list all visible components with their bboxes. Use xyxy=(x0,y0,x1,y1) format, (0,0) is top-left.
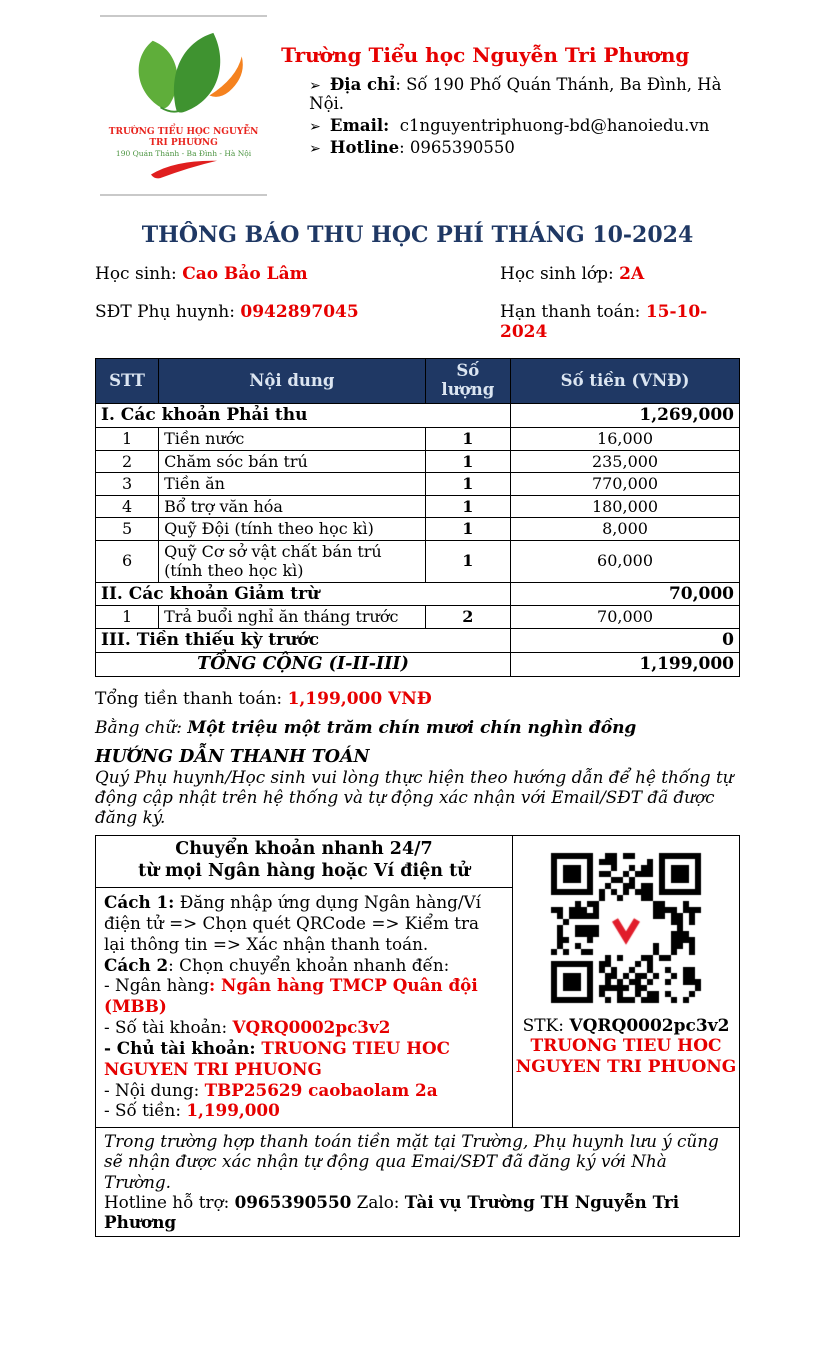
grand-total-value: 1,199,000 xyxy=(511,652,740,676)
cash-note-cell xyxy=(96,1128,740,1237)
qr-cell xyxy=(513,836,740,1128)
row-qty: 1 xyxy=(425,495,510,518)
row-amount: 8,000 xyxy=(511,518,740,541)
content-label: - Nội dung: xyxy=(104,1079,205,1100)
payment-box xyxy=(95,835,740,1237)
email-value: c1nguyentriphuong-bd@hanoiedu.vn xyxy=(389,116,710,135)
table-row xyxy=(96,606,740,629)
row-amount: 16,000 xyxy=(511,428,740,451)
table-row xyxy=(96,450,740,473)
row-qty: 1 xyxy=(425,450,510,473)
address-value: : Số 190 Phố Quán Thánh, Ba Đình, Hà Nội. xyxy=(309,75,722,113)
student-name-line xyxy=(95,264,500,284)
method2-label: Cách 2 xyxy=(104,954,169,975)
email-line xyxy=(309,116,740,135)
grand-total-row xyxy=(96,652,740,676)
address-label: Địa chỉ xyxy=(329,75,396,94)
qr-owner-line2: NGUYEN TRI PHUONG xyxy=(515,1057,737,1078)
header-so-luong: Số lượng xyxy=(425,359,510,404)
content-value: TBP25629 caobaolam 2a xyxy=(204,1079,438,1100)
header-so-tien: Số tiền (VNĐ) xyxy=(511,359,740,404)
student-class-line xyxy=(500,264,740,284)
qr-owner-line1: TRUONG TIEU HOC xyxy=(530,1036,722,1057)
method1-text: Đăng nhập ứng dụng Ngân hàng/Ví điện tử => Chọn quét QRCode => Kiểm tra lại thông tin => Xác nhận thanh toán. xyxy=(104,892,482,954)
method2-text: : Chọn chuyển khoản nhanh đến: xyxy=(168,954,450,975)
document-header xyxy=(100,0,740,196)
section1-total: 1,269,000 xyxy=(511,404,740,428)
student-info xyxy=(95,264,740,342)
row-name: Tiền ăn xyxy=(159,473,426,496)
section-row xyxy=(96,404,740,428)
parent-phone-label: SĐT Phụ huynh: xyxy=(95,302,241,323)
logo-school-name: TRƯỜNG TIỂU HỌC NGUYỄN TRI PHƯƠNG xyxy=(108,127,259,148)
row-amount: 180,000 xyxy=(511,495,740,518)
total-payment-line xyxy=(95,689,740,709)
header-stt: STT xyxy=(96,359,159,404)
support-hotline-value: 0965390550 xyxy=(234,1191,352,1212)
stk-label: STK: xyxy=(522,1016,570,1037)
row-stt: 3 xyxy=(96,473,159,496)
hotline-value: : 0965390550 xyxy=(399,138,515,157)
section1-title: I. Các khoản Phải thu xyxy=(96,404,511,428)
section2-total: 70,000 xyxy=(511,582,740,606)
transfer-title-line1: Chuyển khoản nhanh 24/7 xyxy=(175,839,433,860)
account-value: VQRQ0002pc3v2 xyxy=(232,1017,391,1038)
zalo-label: Zalo: xyxy=(351,1191,405,1212)
logo-address: 190 Quán Thánh - Ba Đình - Hà Nội xyxy=(115,148,252,158)
table-row xyxy=(96,473,740,496)
student-class-value: 2A xyxy=(619,264,645,285)
logo-leaves-icon xyxy=(125,29,243,121)
row-amount: 60,000 xyxy=(511,540,740,582)
row-name: Bổ trợ văn hóa xyxy=(159,495,426,518)
bank-value: : Ngân hàng TMCP Quân đội (MBB) xyxy=(104,975,478,1017)
hotline-line xyxy=(309,138,740,157)
fee-table xyxy=(95,358,740,677)
row-name: Tiền nước xyxy=(159,428,426,451)
row-stt: 4 xyxy=(96,495,159,518)
due-date-value: 15-10-2024 xyxy=(500,302,708,343)
owner-value: TRUONG TIEU HOC NGUYEN TRI PHUONG xyxy=(104,1037,451,1079)
arrow-bullet-icon: ➢ xyxy=(309,119,321,135)
amount-value: 1,199,000 xyxy=(186,1100,280,1121)
stk-line xyxy=(513,1016,739,1036)
in-words-label: Bằng chữ: xyxy=(95,717,188,738)
table-row xyxy=(96,518,740,541)
page-title: THÔNG BÁO THU HỌC PHÍ THÁNG 10-2024 xyxy=(141,222,694,249)
section3-total: 0 xyxy=(511,628,740,652)
student-name-label: Học sinh: xyxy=(95,264,183,285)
table-row xyxy=(96,540,740,582)
email-label: Email: xyxy=(329,116,390,135)
cash-note-text: Trong trường hợp thanh toán tiền mặt tại Trường, Phụ huynh lưu ý cũng sẽ nhận được xác nhận tự động qua Emai/SĐT đã đăng ký với Nhà Trường. xyxy=(104,1131,719,1192)
row-qty: 1 xyxy=(425,473,510,496)
header-noi-dung: Nội dung xyxy=(159,359,426,404)
school-logo xyxy=(100,15,267,196)
arrow-bullet-icon: ➢ xyxy=(309,78,321,94)
row-stt: 5 xyxy=(96,518,159,541)
stk-value: VQRQ0002pc3v2 xyxy=(569,1016,730,1037)
hotline-label: Hotline xyxy=(329,138,400,157)
payment-guide-text: Quý Phụ huynh/Học sinh vui lòng thực hiện theo hướng dẫn để hệ thống tự động cập nhật trên hệ thống và tự động xác nhận với Email/SĐT đã được đăng ký. xyxy=(95,766,734,827)
amount-label: - Số tiền: xyxy=(104,1100,187,1121)
in-words-value: Một triệu một trăm chín mươi chín nghìn đồng xyxy=(187,717,637,738)
grand-total-label: TỔNG CỘNG (I-II-III) xyxy=(96,652,511,676)
row-name: Quỹ Đội (tính theo học kì) xyxy=(159,518,426,541)
table-row xyxy=(96,495,740,518)
row-qty: 1 xyxy=(425,428,510,451)
due-date-line xyxy=(500,302,722,342)
row-stt: 1 xyxy=(96,606,159,629)
row-stt: 1 xyxy=(96,428,159,451)
transfer-box-title xyxy=(96,836,512,888)
bank-label: - Ngân hàng xyxy=(104,975,209,996)
student-name-value: Cao Bảo Lâm xyxy=(182,264,308,285)
payment-guide-title: HƯỚNG DẪN THANH TOÁN xyxy=(95,746,370,767)
row-qty: 1 xyxy=(425,540,510,582)
parent-phone-value: 0942897045 xyxy=(240,302,359,323)
row-qty: 1 xyxy=(425,518,510,541)
support-hotline-label: Hotline hỗ trợ: xyxy=(104,1191,235,1212)
school-contact-block xyxy=(281,15,740,196)
account-label: - Số tài khoản: xyxy=(104,1017,233,1038)
transfer-title-line2: từ mọi Ngân hàng hoặc Ví điện tử xyxy=(138,861,470,882)
amount-in-words-line xyxy=(95,718,740,738)
section-row xyxy=(96,628,740,652)
logo-swoosh-icon xyxy=(146,158,222,180)
parent-phone-line xyxy=(95,302,500,322)
row-qty: 2 xyxy=(425,606,510,629)
total-payment-value: 1,199,000 VNĐ xyxy=(287,688,432,709)
zalo-value: Tài vụ Trường TH Nguyễn Tri Phương xyxy=(104,1191,680,1232)
transfer-instructions-cell xyxy=(96,836,513,1128)
method1-label: Cách 1: xyxy=(104,892,175,913)
row-amount: 770,000 xyxy=(511,473,740,496)
row-stt: 2 xyxy=(96,450,159,473)
row-amount: 235,000 xyxy=(511,450,740,473)
row-name: Quỹ Cơ sở vật chất bán trú (tính theo học kì) xyxy=(159,540,426,582)
support-hotline-line xyxy=(104,1192,731,1232)
total-payment-label: Tổng tiền thanh toán: xyxy=(95,688,288,709)
row-stt: 6 xyxy=(96,540,159,582)
school-title: Trường Tiểu học Nguyễn Tri Phương xyxy=(281,43,690,67)
arrow-bullet-icon: ➢ xyxy=(309,141,321,157)
row-amount: 70,000 xyxy=(511,606,740,629)
section-row xyxy=(96,582,740,606)
address-line xyxy=(309,75,740,113)
section2-title: II. Các khoản Giảm trừ xyxy=(96,582,511,606)
section3-title: III. Tiền thiếu kỳ trước xyxy=(96,628,511,652)
qr-code xyxy=(542,844,710,1012)
fee-table-header-row xyxy=(96,359,740,404)
owner-label: - Chủ tài khoản: xyxy=(104,1037,262,1058)
table-row xyxy=(96,428,740,451)
student-class-label: Học sinh lớp: xyxy=(500,264,620,285)
due-date-label: Hạn thanh toán: xyxy=(500,302,646,323)
row-name: Trả buổi nghỉ ăn tháng trước xyxy=(159,606,426,629)
row-name: Chăm sóc bán trú xyxy=(159,450,426,473)
